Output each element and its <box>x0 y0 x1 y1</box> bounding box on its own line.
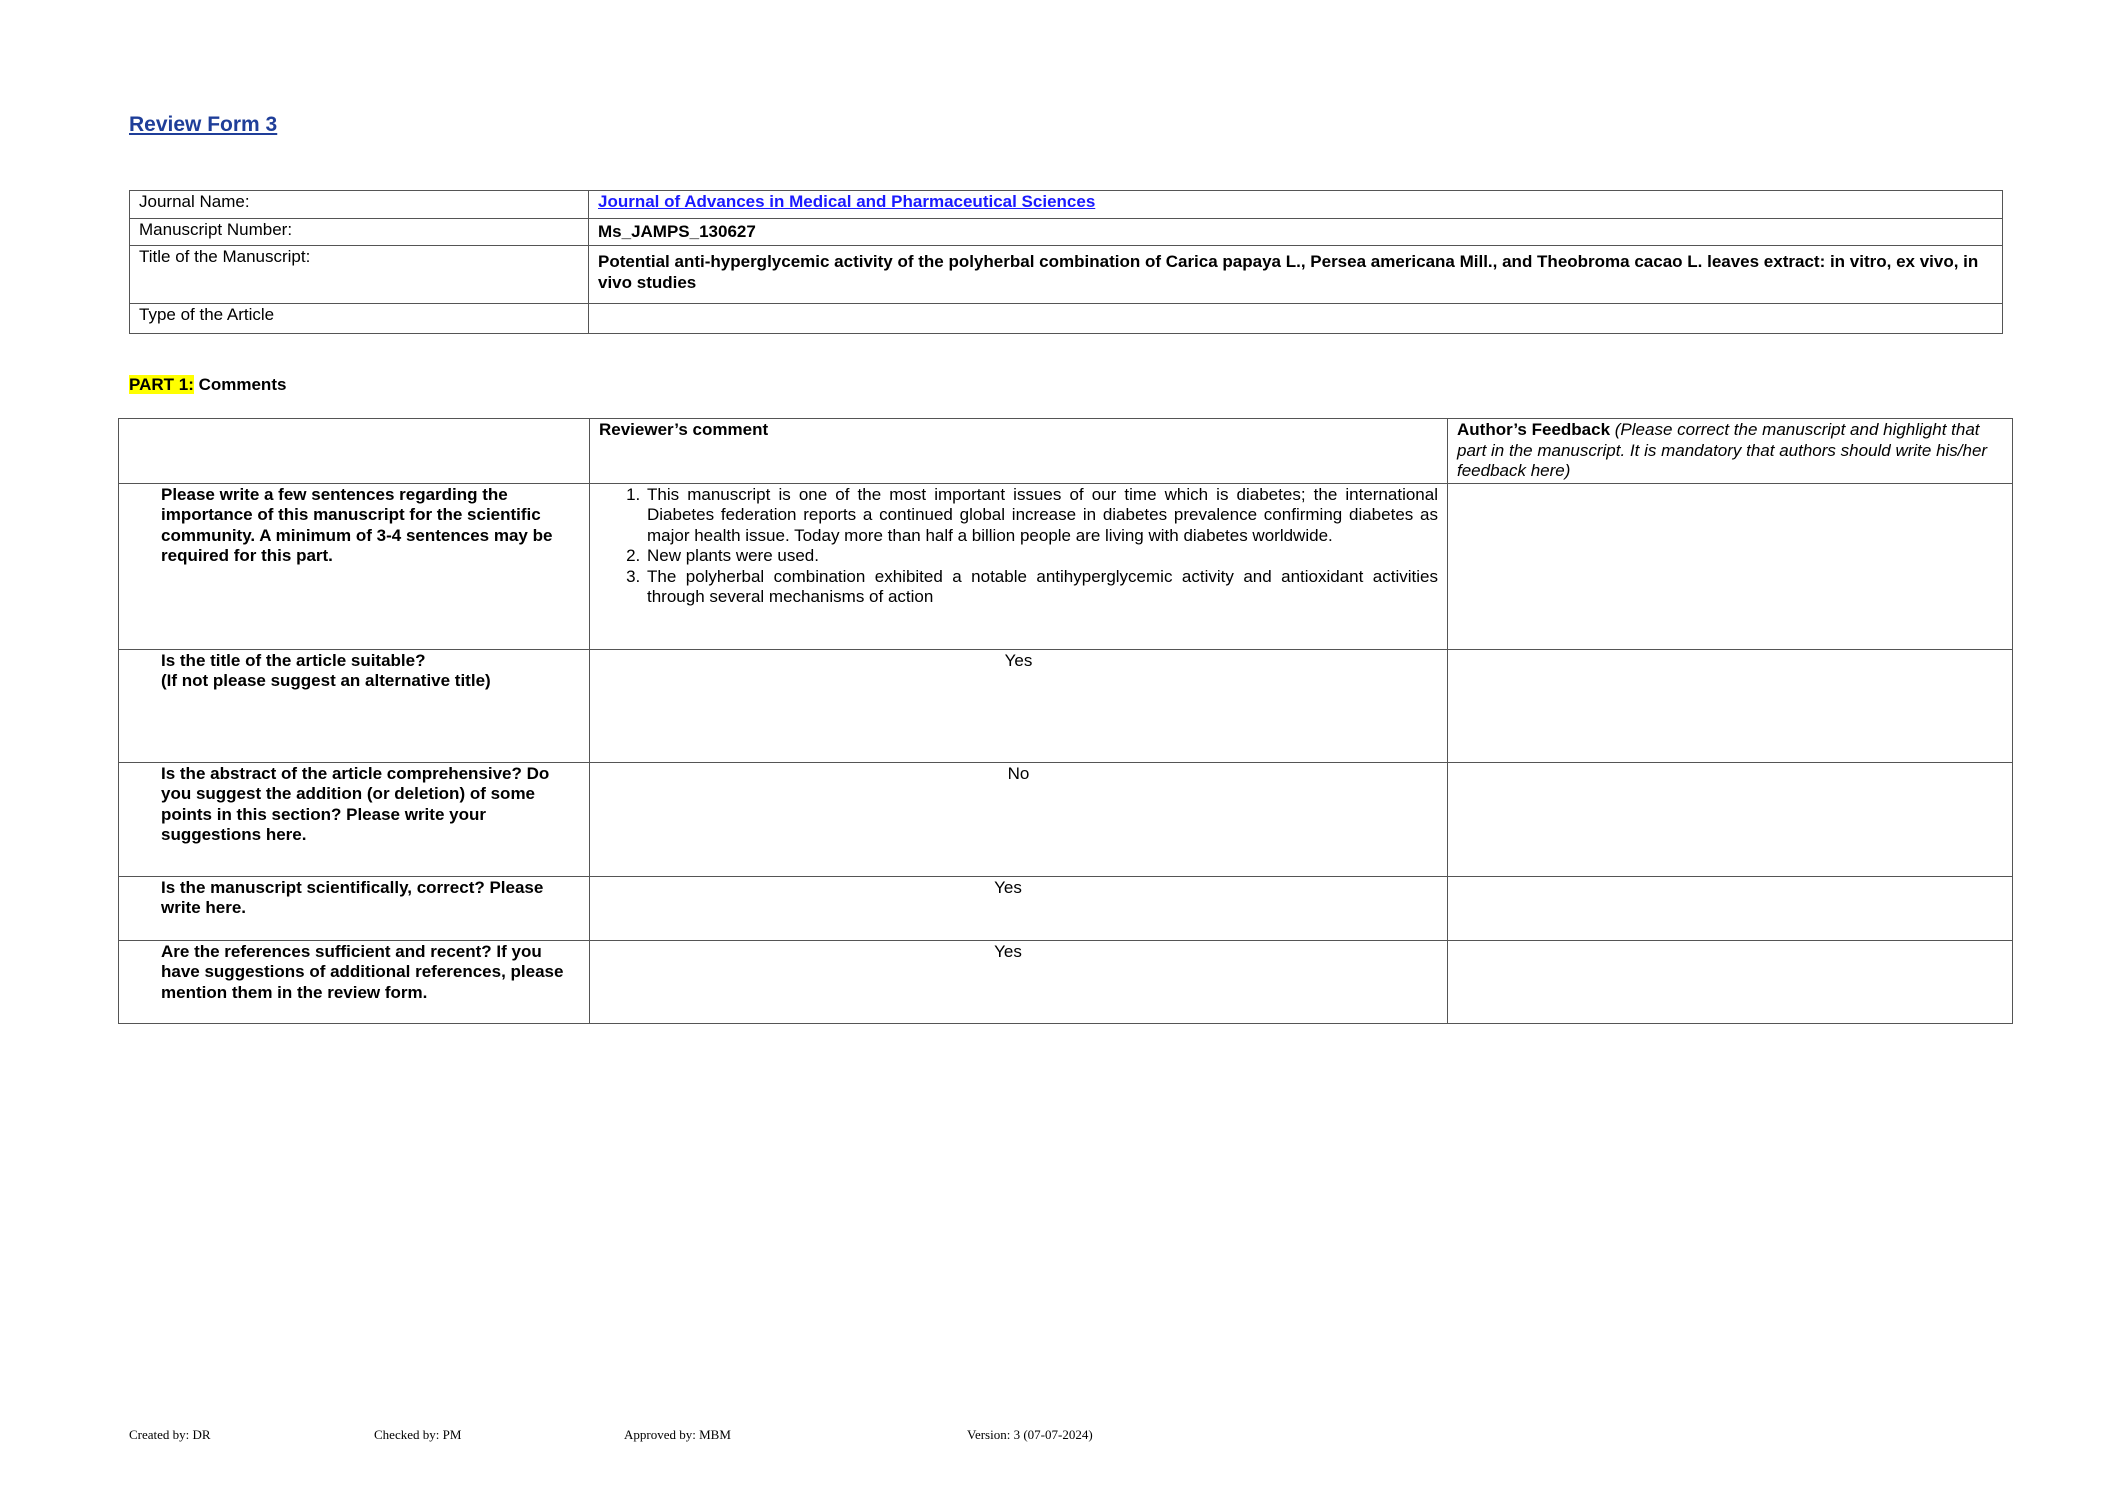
manuscript-title-label: Title of the Manuscript: <box>130 246 589 304</box>
article-type-value <box>589 304 2003 334</box>
journal-label: Journal Name: <box>130 191 589 219</box>
footer-approved: Approved by: MBM <box>624 1427 731 1442</box>
reviewer-comment: Yes <box>590 876 1448 940</box>
comment-item: 3. The polyherbal combination exhibited a notable antihyperglycemic activity and antioxidant activities through several mechanisms of action <box>645 567 1438 608</box>
part-title: Comments <box>193 375 287 394</box>
reviewer-comment-header: Reviewer’s comment <box>590 419 1448 484</box>
comment-item: 2. New plants were used. <box>645 546 1438 567</box>
reviewer-comment: Yes <box>590 940 1448 1023</box>
footer-version: Version: 3 (07-07-2024) <box>967 1427 1093 1442</box>
author-feedback[interactable] <box>1448 762 2013 876</box>
comment-item: 1. This manuscript is one of the most important issues of our time which is diabetes; the international Diabetes federation reports a continued global increase in diabetes prevalence confirming diabetes as major health issue. Today more than half a billion people are living with diabetes worldwide. <box>645 485 1438 547</box>
part-heading <box>129 375 286 395</box>
manuscript-info-table <box>129 190 2003 334</box>
manuscript-title-value: Potential anti-hyperglycemic activity of the polyherbal combination of Carica papaya L., Persea americana Mill., and Theobroma cacao L. leaves extract: in vitro, ex vivo, in vivo studies <box>589 246 2003 304</box>
manuscript-number-value: Ms_JAMPS_130627 <box>589 219 2003 246</box>
author-feedback[interactable] <box>1448 649 2013 762</box>
question: Is the manuscript scientifically, correct? Please write here. <box>119 876 590 940</box>
question: Is the title of the article suitable? (If not please suggest an alternative title) <box>119 649 590 762</box>
article-type-label: Type of the Article <box>130 304 589 334</box>
reviewer-comment <box>590 483 1448 649</box>
reviewer-comment: No <box>590 762 1448 876</box>
form-title: Review Form 3 <box>129 113 278 136</box>
author-feedback[interactable] <box>1448 940 2013 1023</box>
question: Is the abstract of the article comprehensive? Do you suggest the addition (or deletion) of some points in this section? Please write your suggestions here. <box>119 762 590 876</box>
author-feedback[interactable] <box>1448 483 2013 649</box>
manuscript-number-label: Manuscript Number: <box>130 219 589 246</box>
part-label: PART 1: <box>129 375 194 394</box>
footer-created: Created by: DR <box>129 1427 211 1442</box>
question: Please write a few sentences regarding the importance of this manuscript for the scientific community. A minimum of 3-4 sentences may be required for this part. <box>119 483 590 649</box>
author-feedback-header: Author’s Feedback (Please correct the manuscript and highlight that part in the manuscript. It is mandatory that authors should write his/her feedback here) <box>1448 419 2013 484</box>
question: Are the references sufficient and recent? If you have suggestions of additional references, please mention them in the review form. <box>119 940 590 1023</box>
journal-link[interactable]: Journal of Advances in Medical and Pharmaceutical Sciences <box>598 192 1096 211</box>
comments-table <box>118 418 2013 1024</box>
author-feedback[interactable] <box>1448 876 2013 940</box>
reviewer-comment: Yes <box>590 649 1448 762</box>
footer-checked: Checked by: PM <box>374 1427 462 1442</box>
